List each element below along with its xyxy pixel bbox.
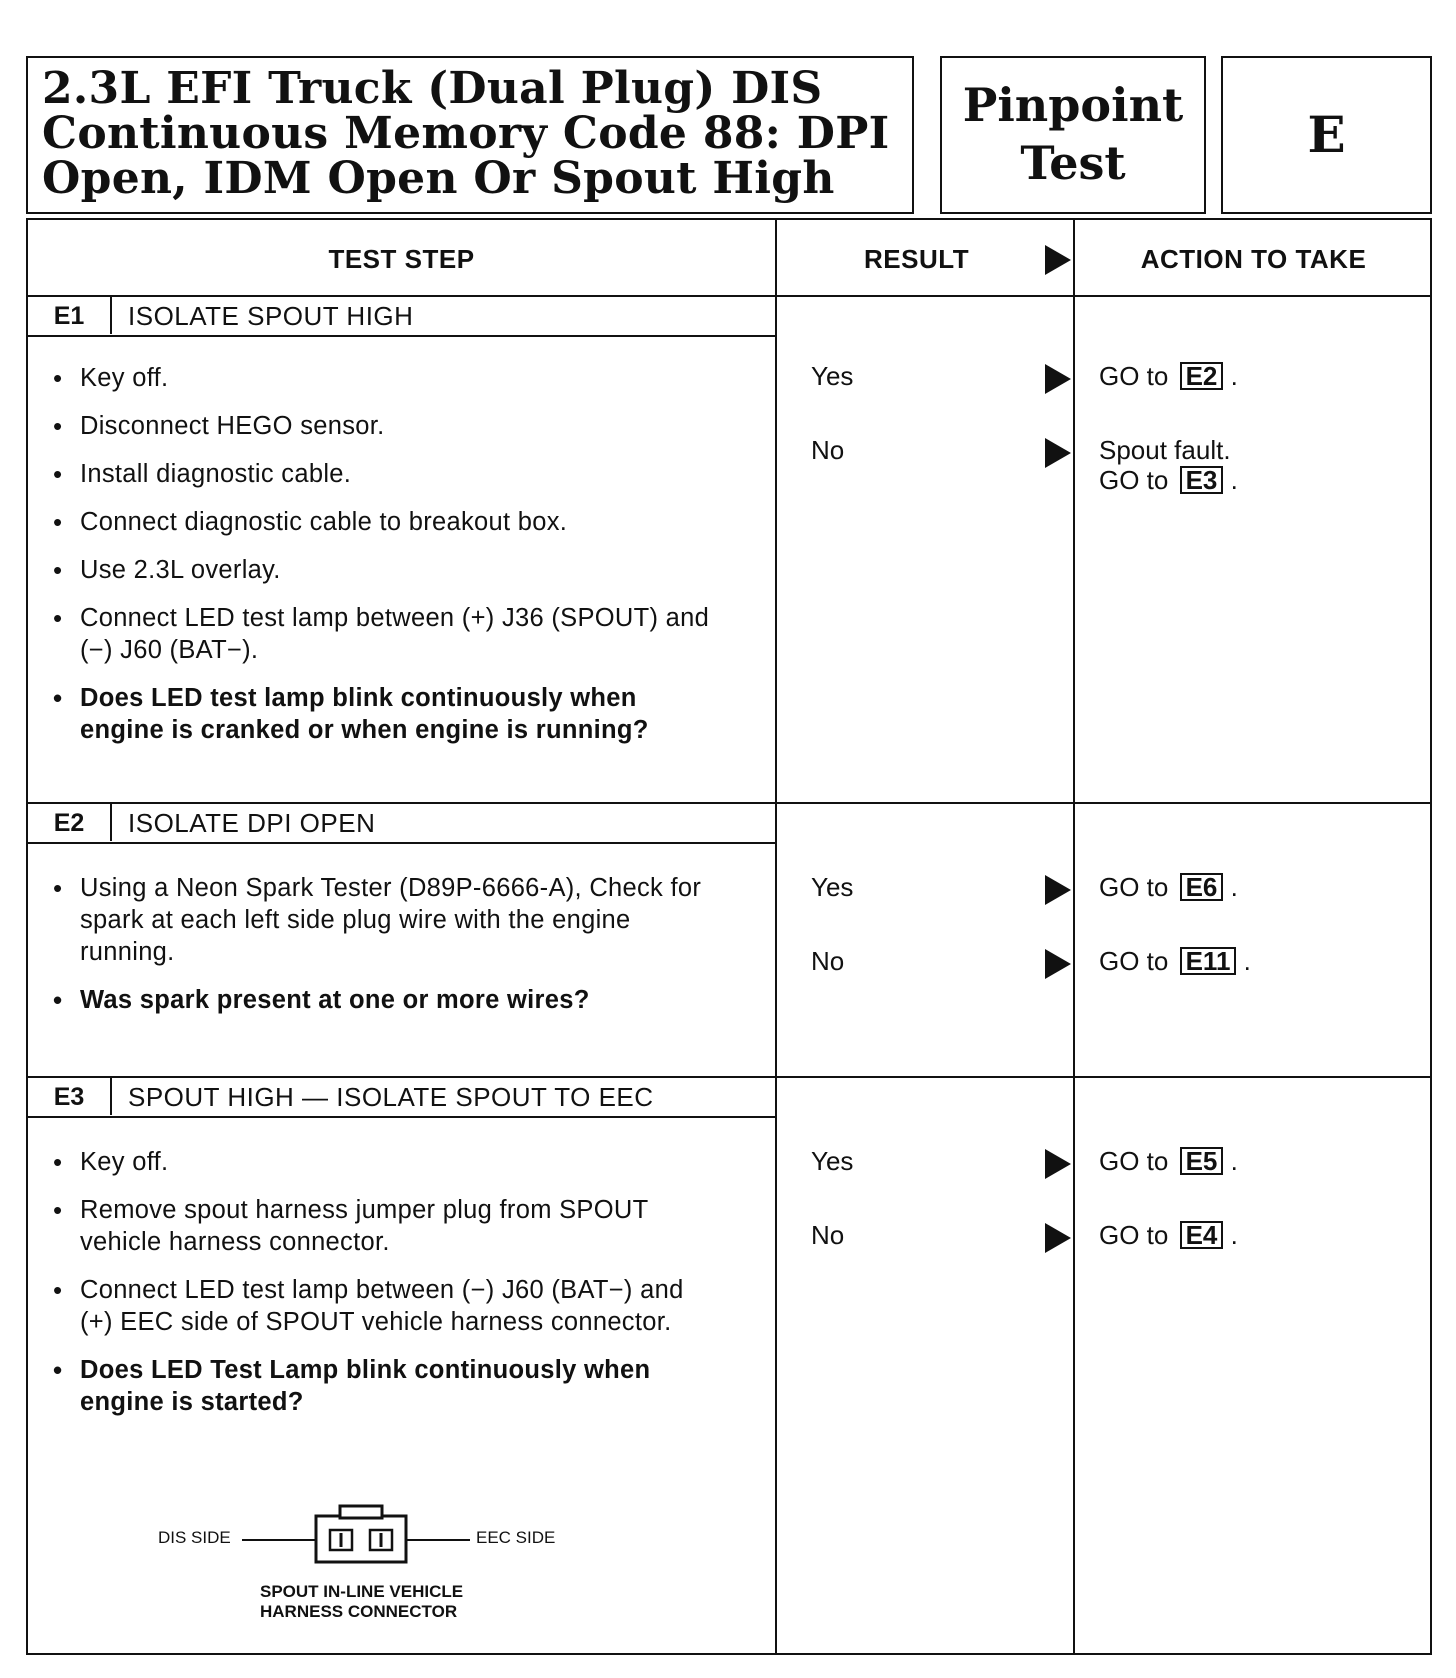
- step-title: ISOLATE SPOUT HIGH: [128, 301, 414, 331]
- list-item: • Install diagnostic cable.: [53, 458, 753, 490]
- list-item: • Connect LED test lamp between (+) J36 (SPOUT) and (−) J60 (BAT−).: [53, 602, 720, 666]
- step-e2-instructions: [53, 872, 753, 1032]
- list-item: • Disconnect HEGO sensor.: [53, 410, 753, 442]
- list-item: • Connect diagnostic cable to breakout box.: [53, 506, 753, 538]
- step-header-e1: [28, 297, 775, 337]
- goto-text: GO to: [1099, 1146, 1169, 1176]
- test-letter: E: [1307, 105, 1346, 164]
- list-item: • Key off.: [53, 362, 753, 394]
- result-yes: Yes: [811, 872, 854, 902]
- list-item: • Use 2.3L overlay.: [53, 554, 753, 586]
- list-item: • Using a Neon Spark Tester (D89P-6666-A), Check for spark at each left side plug wire with the engine running.: [53, 872, 720, 968]
- result-yes: Yes: [811, 1146, 854, 1176]
- step-header-e2: [28, 804, 775, 844]
- action-e2-yes: GO to E6 .: [1099, 872, 1238, 902]
- goto-step-link[interactable]: E3: [1180, 466, 1224, 494]
- result-no: No: [811, 946, 845, 976]
- pinpoint-box: [940, 56, 1206, 214]
- list-item-question: • Does LED Test Lamp blink continuously when engine is started?: [53, 1354, 720, 1418]
- action-e2-no: GO to E11 .: [1099, 946, 1251, 976]
- arrow-icon: [1045, 364, 1071, 394]
- header-action: ACTION TO TAKE: [1140, 244, 1367, 274]
- result-arrow-icon: [1045, 245, 1071, 275]
- result-yes: Yes: [811, 361, 854, 391]
- goto-step-link[interactable]: E2: [1180, 362, 1224, 390]
- result-no: No: [811, 435, 845, 465]
- action-note: Spout fault.: [1099, 435, 1231, 465]
- column-divider: [1073, 220, 1075, 1653]
- test-letter-box: [1221, 56, 1432, 214]
- step-id: E3: [28, 1078, 112, 1115]
- test-table: [26, 218, 1432, 1655]
- list-item: • Key off.: [53, 1146, 753, 1178]
- arrow-icon: [1045, 1223, 1071, 1253]
- step-header-e3: [28, 1078, 775, 1118]
- list-item-question: • Was spark present at one or more wires?: [53, 984, 753, 1016]
- arrow-icon: [1045, 875, 1071, 905]
- header-result: RESULT: [864, 244, 970, 274]
- step-title: ISOLATE DPI OPEN: [128, 808, 376, 838]
- goto-step-link[interactable]: E11: [1180, 947, 1237, 975]
- dis-side-label: DIS SIDE: [158, 1528, 231, 1547]
- spout-connector-diagram: [140, 1500, 580, 1640]
- step-e3-instructions: [53, 1146, 753, 1434]
- action-e1-yes: GO to E2 .: [1099, 361, 1238, 391]
- diagram-caption: [260, 1582, 463, 1622]
- arrow-icon: [1045, 1149, 1071, 1179]
- list-item: • Connect LED test lamp between (−) J60 (BAT−) and (+) EEC side of SPOUT vehicle harness connector.: [53, 1274, 720, 1338]
- step-title: SPOUT HIGH — ISOLATE SPOUT TO EEC: [128, 1082, 654, 1112]
- arrow-icon: [1045, 438, 1071, 468]
- step-id: E2: [28, 804, 112, 841]
- goto-step-link[interactable]: E5: [1180, 1147, 1224, 1175]
- goto-step-link[interactable]: E4: [1180, 1221, 1224, 1249]
- list-item-question: • Does LED test lamp blink continuously when engine is cranked or when engine is running?: [53, 682, 720, 746]
- title-box: [26, 56, 914, 214]
- caption-line: SPOUT IN-LINE VEHICLE: [260, 1582, 464, 1601]
- result-no: No: [811, 1220, 845, 1250]
- goto-step-link[interactable]: E6: [1180, 873, 1224, 901]
- action-e3-no: GO to E4 .: [1099, 1220, 1238, 1250]
- column-divider: [775, 220, 777, 1653]
- header-test-step: TEST STEP: [328, 244, 475, 274]
- goto-text: GO to: [1099, 1220, 1169, 1250]
- goto-text: GO to: [1099, 465, 1169, 495]
- action-e3-yes: GO to E5 .: [1099, 1146, 1238, 1176]
- step-e1-instructions: [53, 362, 753, 762]
- page-title: 2.3L EFI Truck (Dual Plug) DIS Continuous Memory Code 88: DPI Open, IDM Open Or Spout High: [42, 63, 890, 204]
- caption-line: HARNESS CONNECTOR: [260, 1602, 458, 1621]
- arrow-icon: [1045, 949, 1071, 979]
- list-item: • Remove spout harness jumper plug from SPOUT vehicle harness connector.: [53, 1194, 720, 1258]
- goto-text: GO to: [1099, 946, 1169, 976]
- step-id: E1: [28, 297, 112, 334]
- goto-text: GO to: [1099, 361, 1169, 391]
- action-e1-no: Spout fault. GO to E3 .: [1099, 435, 1238, 495]
- pinpoint-label: Pinpoint Test: [962, 78, 1184, 190]
- eec-side-label: EEC SIDE: [476, 1528, 556, 1547]
- goto-text: GO to: [1099, 872, 1169, 902]
